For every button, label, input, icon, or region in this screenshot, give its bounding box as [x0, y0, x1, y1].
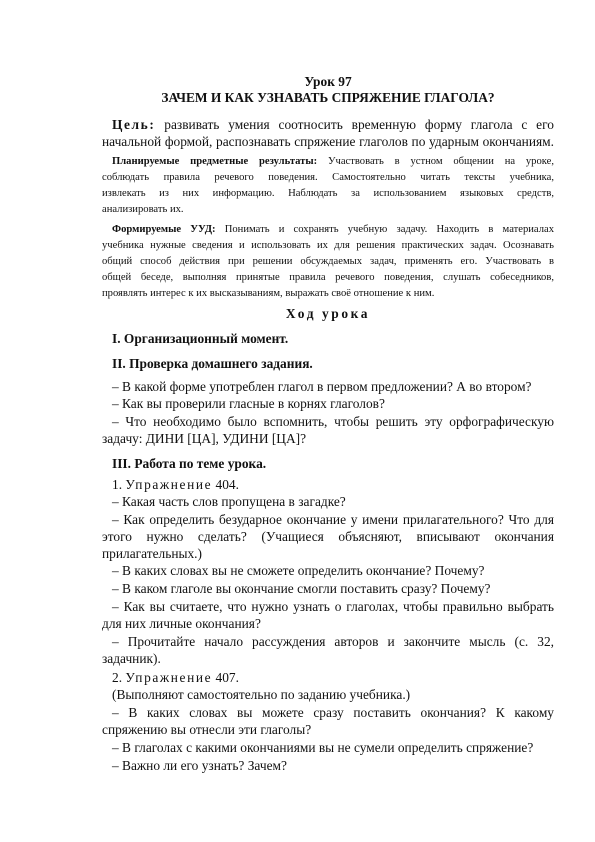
homework-question-1: – В какой форме употреблен глагол в первом предложении? А во втором?: [112, 379, 532, 394]
results-line-2: соблюдать правила речевого поведения. Самостоятельно читать тексты учебника,: [102, 172, 554, 183]
homework-question-3b: задачу: ДИНИ [ЦА], УДИНИ [ЦА]?: [102, 431, 307, 446]
ex1-question-2c: прилагательных.): [102, 546, 202, 561]
ex2-question-1a: – В каких словах вы можете сразу поставить окончания? К какому: [112, 705, 554, 720]
goal-line-1: Цель: развивать умения соотносить временную форму глагола с его: [112, 117, 554, 132]
goal-line-2: начальной формой, распознавать спряжение глаголов по ударным окончаниям.: [102, 134, 554, 149]
results-line-4: анализировать их.: [102, 204, 184, 215]
exercise-1-heading: 1. Упражнение 404.: [112, 477, 239, 492]
ex1-question-2a: – Как определить безударное окончание у имени прилагательного? Что для: [112, 512, 554, 527]
results-line-1: Планируемые предметные результаты: Участвовать в устном общении на уроке,: [112, 156, 554, 167]
section-1-heading: I. Организационный момент.: [112, 331, 289, 346]
uud-label: Формируемые УУД:: [112, 224, 216, 235]
uud-line-2: учебника нужные сведения и использовать их для решения практических задач. Осознавать: [102, 240, 554, 251]
ex1-question-5a: – Как вы считаете, что нужно узнать о глаголах, чтобы правильно выбрать: [112, 599, 554, 614]
uud-line-1: Формируемые УУД: Понимать и сохранять учебную задачу. Находить в материалах: [112, 224, 554, 235]
exercise-2-label: Упражнение: [125, 670, 213, 685]
results-line-3: извлекать из них информацию. Наблюдать за использованием языковых средств,: [102, 188, 554, 199]
section-3-heading: III. Работа по теме урока.: [112, 456, 267, 471]
ex1-question-5b: для них личные окончания?: [102, 616, 261, 631]
ex1-question-1: – Какая часть слов пропущена в загадке?: [112, 494, 346, 509]
lesson-number: Урок 97: [304, 74, 352, 89]
section-2-heading: II. Проверка домашнего задания.: [112, 356, 313, 371]
ex2-note: (Выполняют самостоятельно по заданию учебника.): [112, 687, 411, 702]
ex1-question-6a: – Прочитайте начало рассуждения авторов и закончите мысль (с. 32,: [112, 634, 554, 649]
results-label: Планируемые предметные результаты:: [112, 156, 318, 167]
homework-question-2: – Как вы проверили гласные в корнях глаголов?: [112, 396, 385, 411]
uud-line-4: общей беседе, выполняя принятые правила речевого поведения, слушать собеседников,: [102, 272, 554, 283]
ex2-question-2: – В глаголах с какими окончаниями вы не сумели определить спряжение?: [112, 740, 534, 755]
ex2-question-1b: спряжению вы отнесли эти глаголы?: [102, 722, 312, 737]
ex1-question-3: – В каких словах вы не сможете определить окончание? Почему?: [112, 563, 485, 578]
homework-question-3a: – Что необходимо было вспомнить, чтобы решить эту орфографическую: [112, 414, 554, 429]
uud-line-3: общий способ действия при решении обсуждаемых задач, применять его. Участвовать в: [102, 256, 554, 267]
goal-label: Цель:: [112, 117, 156, 132]
ex1-question-4: – В каком глаголе вы окончание смогли поставить сразу? Почему?: [112, 581, 491, 596]
uud-line-5: проявлять интерес к их высказываниям, выражать своё отношение к ним.: [102, 288, 435, 299]
ex1-question-2b: этого нужно сделать? (Учащиеся объясняют, вписывают окончания: [102, 529, 554, 544]
course-heading: Ход урока: [285, 306, 371, 321]
exercise-1-label: Упражнение: [125, 477, 213, 492]
ex1-question-6b: задачник).: [102, 651, 161, 666]
lesson-title: ЗАЧЕМ И КАК УЗНАВАТЬ СПРЯЖЕНИЕ ГЛАГОЛА?: [161, 90, 495, 105]
ex2-question-3: – Важно ли его узнать? Зачем?: [112, 758, 287, 773]
exercise-2-heading: 2. Упражнение 407.: [112, 670, 239, 685]
